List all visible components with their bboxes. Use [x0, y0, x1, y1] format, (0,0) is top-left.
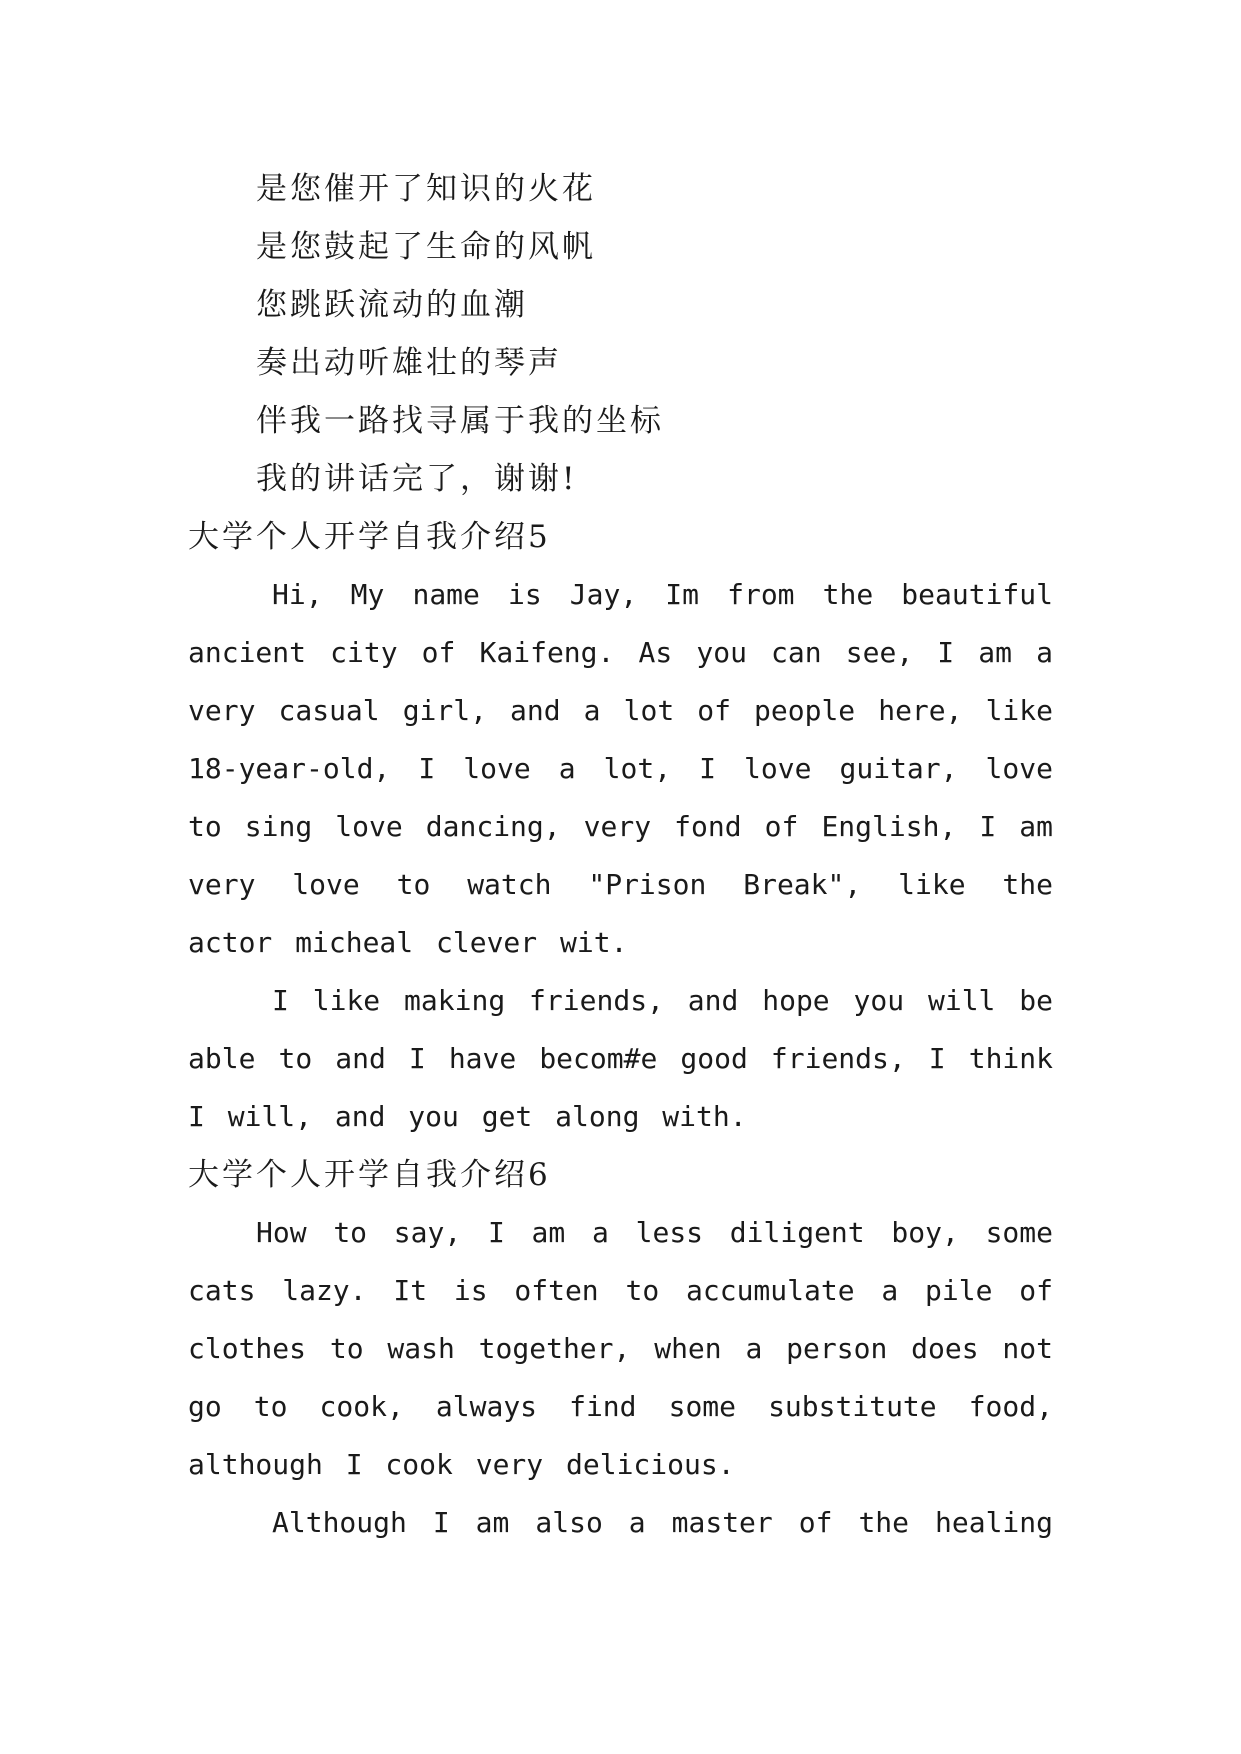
- poem-line: 是您鼓起了生命的风帆: [256, 229, 596, 265]
- poem-line: 奏出动听雄壮的琴声: [256, 345, 562, 381]
- poem-line: 您跳跃流动的血潮: [256, 287, 528, 323]
- section-6-paragraph-1: How to say, I am a less diligent boy, some cats lazy. It is often to accumulate a pile of clothes to wash together, when a person does not go to cook, always find some substitute food, although I cook very delicious.: [188, 1216, 1053, 1481]
- section-6-heading: 大学个人开学自我介绍6: [188, 1157, 551, 1193]
- poem-line: 我的讲话完了，谢谢!: [256, 461, 578, 497]
- section-5-paragraph-1: Hi, My name is Jay, Im from the beautiful ancient city of Kaifeng. As you can see, I am a very casual girl, and a lot of people here, like 18-year-old, I love a lot, I love guitar, love to sing love dancing, very fond of English, I am very love to watch "Prison Break", like the actor micheal clever wit.: [188, 578, 1053, 959]
- poem-line: 伴我一路找寻属于我的坐标: [256, 403, 664, 439]
- document-body: [188, 160, 1053, 1552]
- section-6-paragraph-2: Although I am also a master of the healing: [272, 1506, 1053, 1539]
- section-5-heading: 大学个人开学自我介绍5: [188, 519, 551, 555]
- section-5-paragraph-2: I like making friends, and hope you will be able to and I have becom#e good friends, I think I will, and you get along with.: [188, 984, 1053, 1133]
- poem-block: [188, 160, 1053, 508]
- poem-line: 是您催开了知识的火花: [256, 171, 596, 207]
